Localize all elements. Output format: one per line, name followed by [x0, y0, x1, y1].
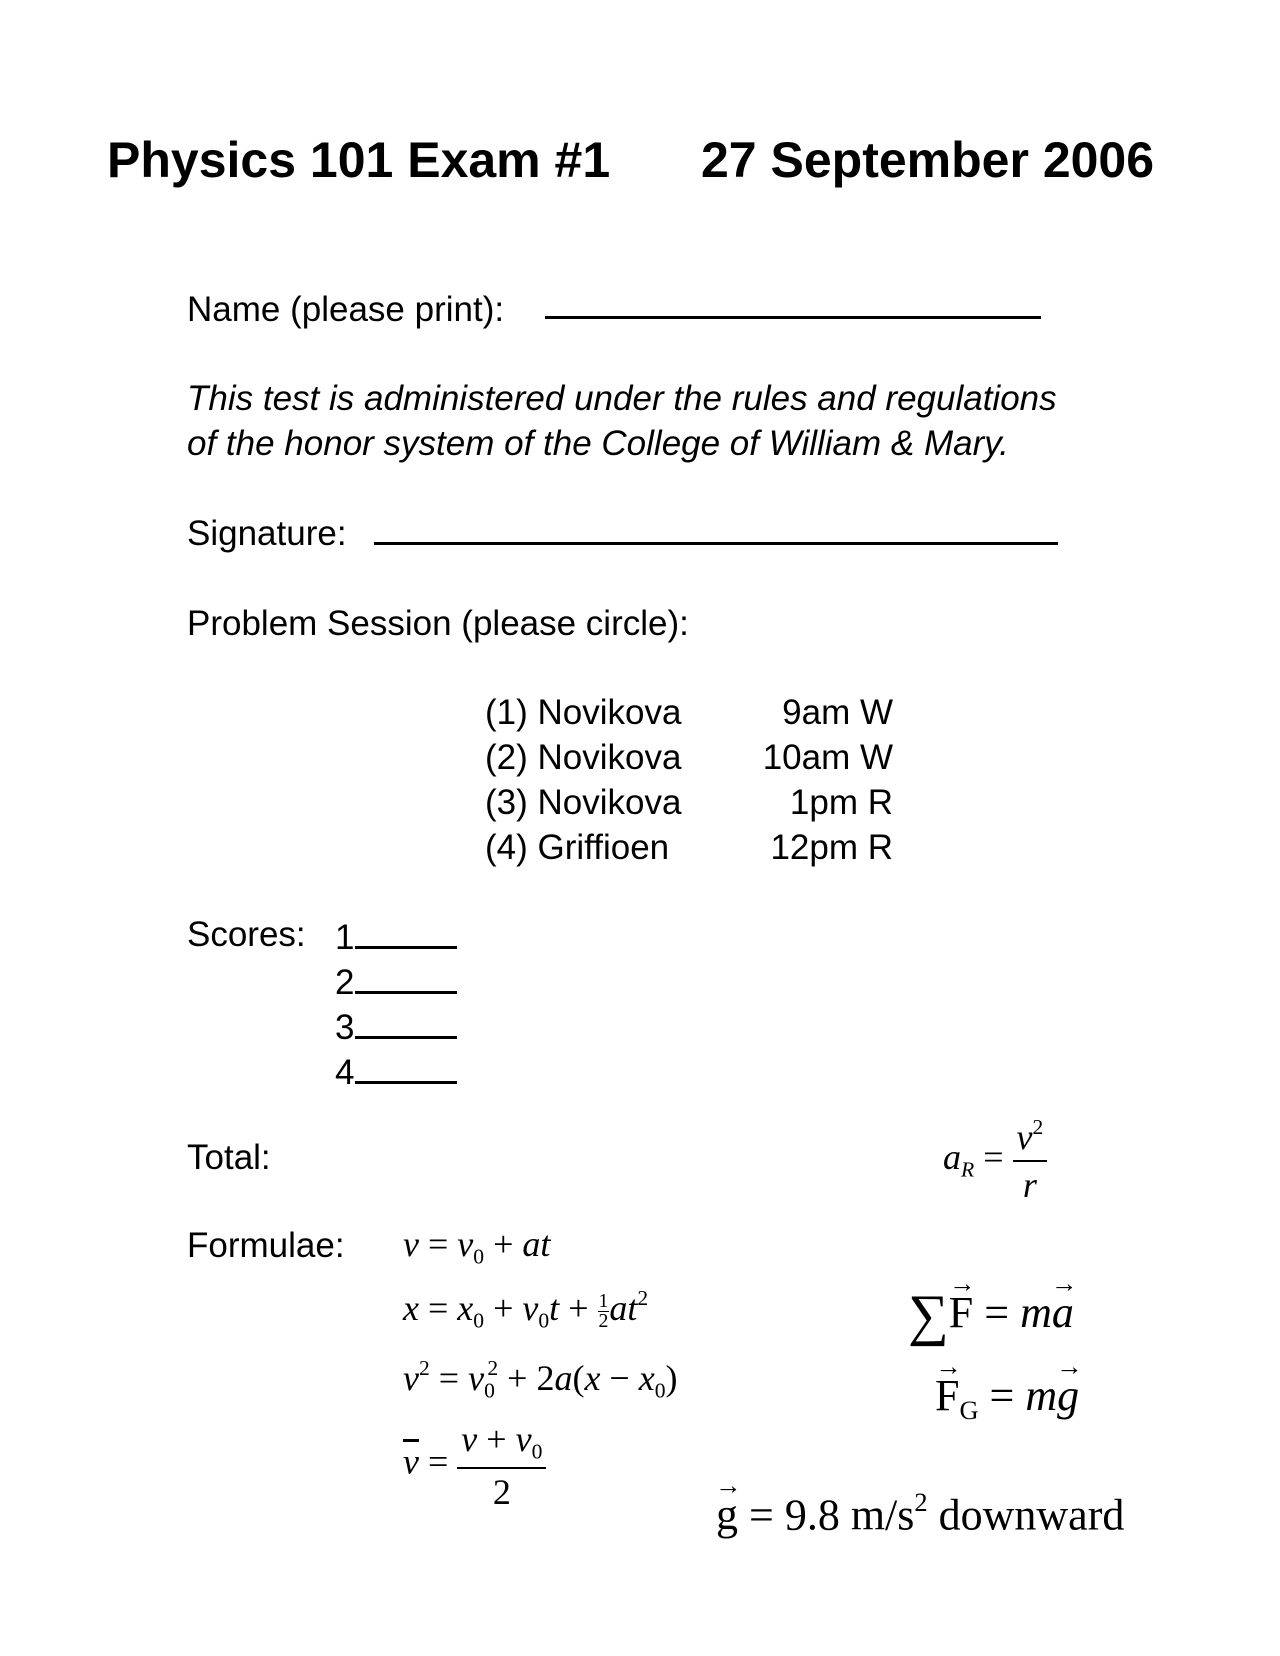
- score-row-2[interactable]: [335, 960, 457, 1005]
- name-input-line[interactable]: [545, 316, 1041, 319]
- honor-statement-line-2: of the honor system of the College of William & Mary.: [187, 424, 1009, 463]
- formula-velocity: $v = v_0$ + at: [403, 1224, 551, 1269]
- score-row-4[interactable]: [335, 1050, 457, 1095]
- score-blank[interactable]: [355, 1055, 457, 1084]
- formula-position: $x = x_0 + v_0t$ + $\frac{1}{2}$ $at^2$: [403, 1286, 649, 1333]
- formulae-label: Formulae:: [187, 1226, 345, 1265]
- total-label: Total:: [187, 1138, 271, 1177]
- scores-label: Scores:: [187, 915, 306, 954]
- signature-input-line[interactable]: [374, 542, 1058, 545]
- exam-date: 27 September 2006: [701, 132, 1155, 188]
- problem-session-label: Problem Session (please circle):: [187, 604, 689, 643]
- name-label: Name (please print):: [187, 290, 505, 329]
- average-velocity-fraction: $\frac{v + v_0}{2}$: [457, 1418, 546, 1513]
- session-option-2-time[interactable]: 10am W: [762, 738, 893, 777]
- exam-title: Physics 101 Exam #1: [107, 132, 611, 188]
- score-number: 2: [335, 963, 355, 1002]
- session-option-1-name[interactable]: (1) Novikova: [485, 693, 682, 732]
- session-option-1-time[interactable]: 9am W: [782, 693, 893, 732]
- problem-session-options: [485, 690, 893, 870]
- half-fraction: $\frac{1}{2}$: [598, 1289, 609, 1333]
- formula-velocity-squared: $v^2 = v_0^2 + 2a(x - x_0)$: [403, 1356, 678, 1403]
- signature-label: Signature:: [187, 514, 347, 553]
- score-number: 3: [335, 1008, 355, 1047]
- score-row-1[interactable]: [335, 915, 457, 960]
- score-row-3[interactable]: [335, 1005, 457, 1050]
- session-option-3-time[interactable]: 1pm R: [789, 783, 893, 822]
- session-option-3-name[interactable]: (3) Novikova: [485, 783, 682, 822]
- score-blank[interactable]: [355, 920, 457, 949]
- session-option-4-time[interactable]: 12pm R: [770, 828, 893, 867]
- formula-centripetal: $a_R$ = $\frac{v^2}{r}$: [943, 1115, 1047, 1206]
- formula-gravity-force: → $F_G = m\to g$: [935, 1370, 1079, 1426]
- scores-list: [335, 915, 457, 1095]
- score-number: 1: [335, 918, 355, 957]
- centripetal-fraction: $\frac{v^2}{r}$: [1013, 1115, 1048, 1206]
- score-number: 4: [335, 1053, 355, 1092]
- formula-newton-second-law: ∑→ F = m→ a: [908, 1283, 1074, 1348]
- session-option-4-name[interactable]: (4) Griffioen: [485, 828, 670, 867]
- score-blank[interactable]: [355, 1010, 457, 1039]
- score-blank[interactable]: [355, 965, 457, 994]
- honor-statement-line-1: This test is administered under the rules and regulations: [187, 379, 1057, 418]
- formula-average-velocity: $\overline{v}$ = $\frac{v + v_0}{2}$: [403, 1418, 546, 1513]
- formula-gravity-acceleration: → g = 9.8 $m/s^2$ downward: [716, 1487, 1124, 1540]
- session-option-2-name[interactable]: (2) Novikova: [485, 738, 682, 777]
